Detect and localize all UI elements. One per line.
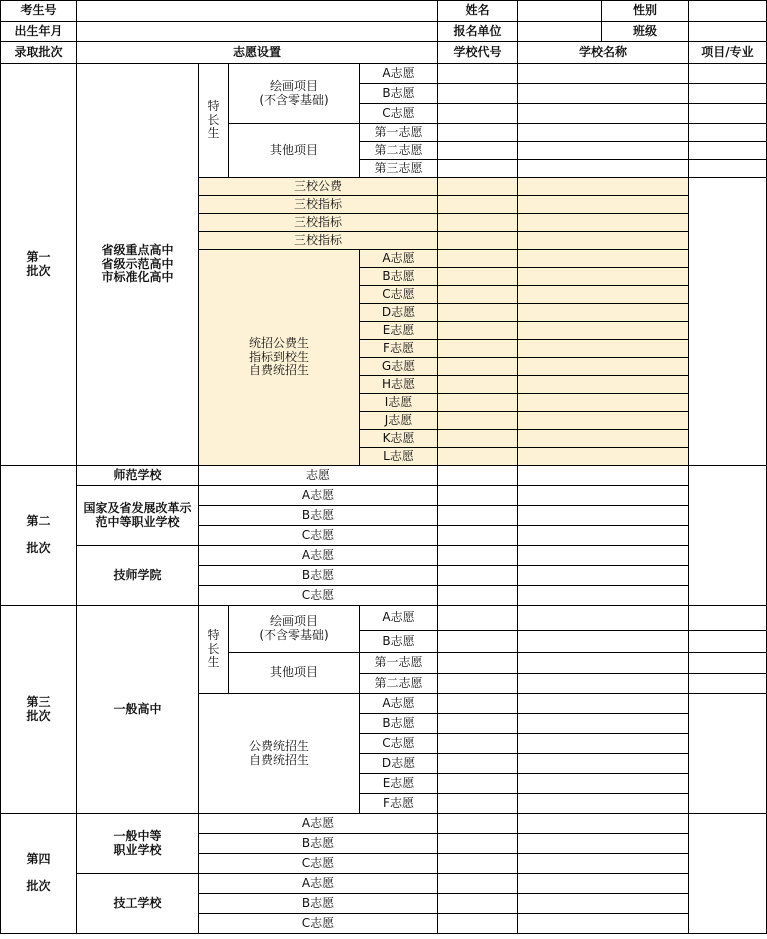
- choice-label: C志愿: [199, 854, 438, 874]
- school-code-field[interactable]: [438, 754, 518, 774]
- choice-label: D志愿: [360, 304, 438, 322]
- school-code-field[interactable]: [438, 232, 518, 250]
- school-name-field[interactable]: [518, 874, 689, 894]
- school-code-field[interactable]: [438, 714, 518, 734]
- school-name-field[interactable]: [518, 794, 689, 814]
- choice-label: B志愿: [360, 84, 438, 104]
- project-field[interactable]: [689, 674, 767, 694]
- school-name-field[interactable]: [518, 376, 689, 394]
- choice-label: A志愿: [199, 874, 438, 894]
- school-name-field[interactable]: [518, 124, 689, 142]
- choice-label: 第一志愿: [360, 653, 438, 674]
- batch2-label: 第二 批次: [1, 466, 77, 606]
- choice-label: L志愿: [360, 448, 438, 466]
- school-name-field[interactable]: [518, 430, 689, 448]
- school-code-field[interactable]: [438, 394, 518, 412]
- label-unit: 报名单位: [438, 22, 518, 42]
- school-code-field[interactable]: [438, 506, 518, 526]
- label-name: 姓名: [438, 1, 518, 22]
- school-code-field[interactable]: [438, 430, 518, 448]
- label-birth: 出生年月: [1, 22, 77, 42]
- choice-label: 志愿: [199, 466, 438, 486]
- form-row: [1, 466, 767, 486]
- project-field[interactable]: [689, 653, 767, 674]
- choice-label: C志愿: [360, 104, 438, 124]
- school-name-field[interactable]: [518, 506, 689, 526]
- school-code-field[interactable]: [438, 566, 518, 586]
- choice-label: A志愿: [360, 694, 438, 714]
- exam-no-field[interactable]: [77, 1, 438, 22]
- batch2-normal: 师范学校: [77, 466, 199, 486]
- col-school-name: 学校名称: [518, 42, 689, 64]
- school-name-field[interactable]: [518, 286, 689, 304]
- school-name-field[interactable]: [518, 466, 689, 486]
- sanxiao-label: 三校指标: [199, 196, 438, 214]
- sanxiao-label: 三校指标: [199, 232, 438, 250]
- project-field[interactable]: [689, 124, 767, 142]
- school-name-field[interactable]: [518, 674, 689, 694]
- school-code-field[interactable]: [438, 631, 518, 653]
- choice-label: A志愿: [199, 546, 438, 566]
- sanxiao-label: 三校指标: [199, 214, 438, 232]
- choice-label: B志愿: [199, 894, 438, 914]
- school-code-field[interactable]: [438, 606, 518, 631]
- school-name-field[interactable]: [518, 814, 689, 834]
- choice-label: D志愿: [360, 754, 438, 774]
- form-row: [1, 814, 767, 834]
- col-setting: 志愿设置: [77, 42, 438, 64]
- school-code-field[interactable]: [438, 268, 518, 286]
- school-code-field[interactable]: [438, 448, 518, 466]
- school-code-field[interactable]: [438, 874, 518, 894]
- choice-label: G志愿: [360, 358, 438, 376]
- batch1-other: 其他项目: [229, 124, 360, 178]
- school-code-field[interactable]: [438, 486, 518, 506]
- school-code-field[interactable]: [438, 834, 518, 854]
- project-field[interactable]: [689, 631, 767, 653]
- project-field[interactable]: [689, 84, 767, 104]
- project-field[interactable]: [689, 160, 767, 178]
- birth-field[interactable]: [77, 22, 438, 42]
- school-code-field[interactable]: [438, 286, 518, 304]
- school-name-field[interactable]: [518, 834, 689, 854]
- choice-label: A志愿: [360, 606, 438, 631]
- batch1-schools: 省级重点高中 省级示范高中 市标准化高中: [77, 64, 199, 466]
- choice-label: A志愿: [199, 814, 438, 834]
- choice-label: E志愿: [360, 322, 438, 340]
- school-name-field[interactable]: [518, 714, 689, 734]
- choice-label: 第一志愿: [360, 124, 438, 142]
- choice-label: J志愿: [360, 412, 438, 430]
- choice-label: C志愿: [199, 526, 438, 546]
- school-code-field[interactable]: [438, 546, 518, 566]
- project-field[interactable]: [689, 142, 767, 160]
- school-name-field[interactable]: [518, 322, 689, 340]
- choice-label: B志愿: [360, 268, 438, 286]
- school-name-field[interactable]: [518, 854, 689, 874]
- choice-label: I志愿: [360, 394, 438, 412]
- batch3-schools: 一般高中: [77, 606, 199, 814]
- unit-field[interactable]: [518, 22, 602, 42]
- school-code-field[interactable]: [438, 814, 518, 834]
- school-name-field[interactable]: [518, 64, 689, 84]
- school-code-field[interactable]: [438, 586, 518, 606]
- school-name-field[interactable]: [518, 586, 689, 606]
- choice-label: K志愿: [360, 430, 438, 448]
- choice-label: F志愿: [360, 340, 438, 358]
- school-code-field[interactable]: [438, 104, 518, 124]
- form-row: [1, 874, 767, 894]
- choice-label: F志愿: [360, 794, 438, 814]
- school-code-field[interactable]: [438, 340, 518, 358]
- school-code-field[interactable]: [438, 178, 518, 196]
- school-code-field[interactable]: [438, 250, 518, 268]
- school-code-field[interactable]: [438, 142, 518, 160]
- batch1-painting: 绘画项目 (不含零基础): [229, 64, 360, 124]
- project-field[interactable]: [689, 104, 767, 124]
- school-code-field[interactable]: [438, 894, 518, 914]
- batch4-vocational: 一般中等 职业学校: [77, 814, 199, 874]
- school-code-field[interactable]: [438, 64, 518, 84]
- batch2-reform: 国家及省发展改革示 范中等职业学校: [77, 486, 199, 546]
- form-row: [1, 22, 767, 42]
- school-name-field[interactable]: [518, 358, 689, 376]
- school-code-field[interactable]: [438, 160, 518, 178]
- school-code-field[interactable]: [438, 914, 518, 934]
- choice-label: C志愿: [199, 586, 438, 606]
- school-code-field[interactable]: [438, 653, 518, 674]
- project-field[interactable]: [689, 606, 767, 631]
- batch4-label: 第四 批次: [1, 814, 77, 934]
- school-code-field[interactable]: [438, 794, 518, 814]
- batch3-other: 其他项目: [229, 653, 360, 694]
- class-field[interactable]: [689, 22, 767, 42]
- school-code-field[interactable]: [438, 358, 518, 376]
- school-code-field[interactable]: [438, 304, 518, 322]
- choice-label: H志愿: [360, 376, 438, 394]
- school-name-field[interactable]: [518, 914, 689, 934]
- name-field[interactable]: [518, 1, 602, 22]
- school-name-field[interactable]: [518, 606, 689, 631]
- choice-label: E志愿: [360, 774, 438, 794]
- school-code-field[interactable]: [438, 196, 518, 214]
- batch3-special: 特 长 生: [199, 606, 229, 694]
- school-name-field[interactable]: [518, 694, 689, 714]
- school-name-field[interactable]: [518, 734, 689, 754]
- form-row: [1, 546, 767, 566]
- batch2-tech: 技师学院: [77, 546, 199, 606]
- choice-label: B志愿: [199, 566, 438, 586]
- col-project: 项目/专业: [689, 42, 767, 64]
- school-name-field[interactable]: [518, 894, 689, 914]
- form-row: [1, 1, 767, 22]
- choice-label: B志愿: [360, 714, 438, 734]
- choice-label: C志愿: [199, 914, 438, 934]
- school-name-field[interactable]: [518, 214, 689, 232]
- gender-field[interactable]: [689, 1, 767, 22]
- col-school-code: 学校代号: [438, 42, 518, 64]
- batch1-label: 第一 批次: [1, 64, 77, 466]
- school-name-field[interactable]: [518, 526, 689, 546]
- form-row: [1, 486, 767, 506]
- school-code-field[interactable]: [438, 694, 518, 714]
- school-name-field[interactable]: [518, 546, 689, 566]
- label-gender: 性别: [602, 1, 689, 22]
- school-code-field[interactable]: [438, 674, 518, 694]
- school-name-field[interactable]: [518, 394, 689, 412]
- project-field[interactable]: [689, 178, 767, 466]
- school-code-field[interactable]: [438, 214, 518, 232]
- school-code-field[interactable]: [438, 774, 518, 794]
- choice-label: 第二志愿: [360, 674, 438, 694]
- school-code-field[interactable]: [438, 466, 518, 486]
- project-field[interactable]: [689, 694, 767, 814]
- choice-label: 第三志愿: [360, 160, 438, 178]
- school-code-field[interactable]: [438, 322, 518, 340]
- school-name-field[interactable]: [518, 84, 689, 104]
- batch1-special: 特 长 生: [199, 64, 229, 178]
- school-name-field[interactable]: [518, 104, 689, 124]
- school-name-field[interactable]: [518, 340, 689, 358]
- school-code-field[interactable]: [438, 412, 518, 430]
- school-name-field[interactable]: [518, 178, 689, 196]
- batch3-label: 第三 批次: [1, 606, 77, 814]
- school-name-field[interactable]: [518, 448, 689, 466]
- choice-label: B志愿: [199, 506, 438, 526]
- school-code-field[interactable]: [438, 854, 518, 874]
- choice-label: B志愿: [199, 834, 438, 854]
- school-name-field[interactable]: [518, 774, 689, 794]
- batch3-painting: 绘画项目 (不含零基础): [229, 606, 360, 653]
- choice-label: A志愿: [199, 486, 438, 506]
- batch1-unified: 统招公费生 指标到校生 自费统招生: [199, 250, 360, 466]
- form-row: [1, 64, 767, 84]
- school-name-field[interactable]: [518, 304, 689, 322]
- batch4-tech: 技工学校: [77, 874, 199, 934]
- choice-label: A志愿: [360, 250, 438, 268]
- school-name-field[interactable]: [518, 653, 689, 674]
- project-field[interactable]: [689, 64, 767, 84]
- school-name-field[interactable]: [518, 631, 689, 653]
- col-batch: 录取批次: [1, 42, 77, 64]
- school-name-field[interactable]: [518, 232, 689, 250]
- school-name-field[interactable]: [518, 268, 689, 286]
- project-field[interactable]: [689, 814, 767, 934]
- school-code-field[interactable]: [438, 526, 518, 546]
- choice-label: A志愿: [360, 64, 438, 84]
- choice-label: C志愿: [360, 734, 438, 754]
- sanxiao-label: 三校公费: [199, 178, 438, 196]
- school-code-field[interactable]: [438, 734, 518, 754]
- label-class: 班级: [602, 22, 689, 42]
- choice-label: 第二志愿: [360, 142, 438, 160]
- school-name-field[interactable]: [518, 160, 689, 178]
- school-code-field[interactable]: [438, 84, 518, 104]
- form-row: [1, 42, 767, 64]
- school-name-field[interactable]: [518, 142, 689, 160]
- school-name-field[interactable]: [518, 754, 689, 774]
- school-code-field[interactable]: [438, 124, 518, 142]
- batch3-unified: 公费统招生 自费统招生: [199, 694, 360, 814]
- school-name-field[interactable]: [518, 412, 689, 430]
- school-code-field[interactable]: [438, 376, 518, 394]
- school-name-field[interactable]: [518, 566, 689, 586]
- school-name-field[interactable]: [518, 250, 689, 268]
- choice-label: C志愿: [360, 286, 438, 304]
- school-name-field[interactable]: [518, 196, 689, 214]
- form-row: [1, 606, 767, 631]
- school-name-field[interactable]: [518, 486, 689, 506]
- project-field[interactable]: [689, 466, 767, 606]
- choice-label: B志愿: [360, 631, 438, 653]
- label-exam-no: 考生号: [1, 1, 77, 22]
